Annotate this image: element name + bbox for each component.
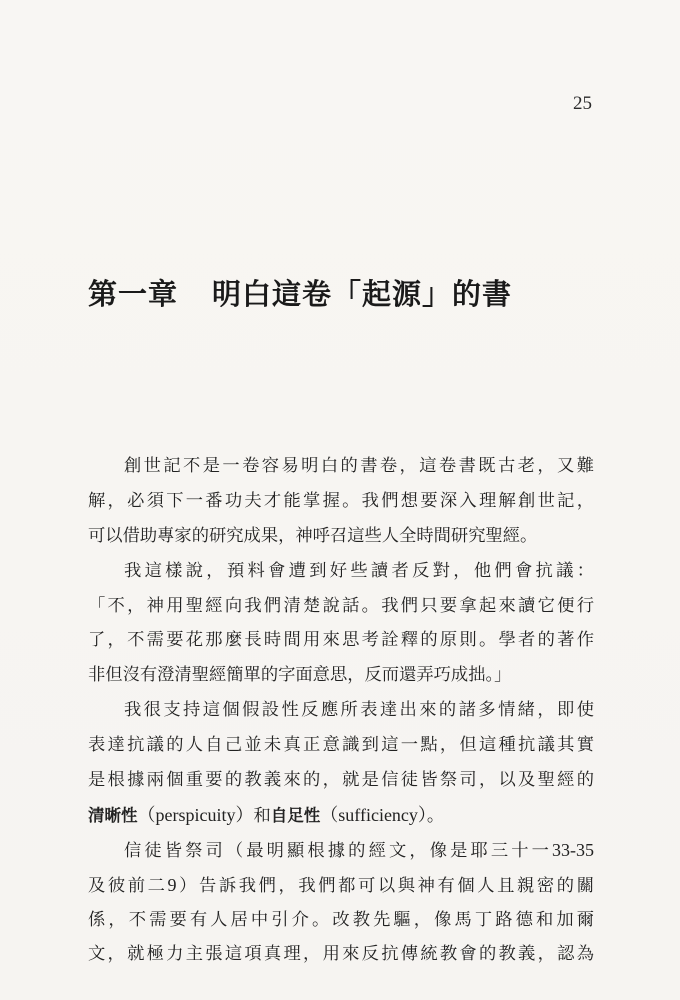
term-perspicuity: 清晰性 — [88, 805, 138, 825]
text-line: 表達抗議的人自己並未真正意識到這一點，但這種抗議其實 — [88, 735, 594, 756]
text-line: 我很支持這個假設性反應所表達出來的諸多情緒，即使 — [124, 700, 594, 721]
scripture-reference: 33-35 — [552, 839, 594, 860]
text-segment: 及彼前二 — [88, 875, 168, 896]
term-sufficiency-latin: （sufficiency） — [320, 804, 427, 825]
text-line: 我這樣說，預料會遭到好些讀者反對，他們會抗議： — [124, 560, 594, 581]
body-text — [88, 449, 594, 972]
term-sufficiency: 自足性 — [270, 805, 321, 825]
text-line: 係，不需要有人居中引介。改教先驅，像馬丁路德和加爾 — [88, 909, 594, 930]
text-line-terms — [88, 798, 594, 833]
scripture-reference: 9 — [167, 874, 177, 895]
chapter-label: 第一章 — [88, 277, 179, 311]
text-segment: 信徒皆祭司（最明顯根據的經文，像是耶三十一 — [124, 840, 552, 861]
text-line: 文，就極力主張這項真理，用來反抗傳統教會的教義，認為 — [88, 944, 594, 965]
text-line: 非但沒有澄清聖經簡單的字面意思，反而還弄巧成拙。」 — [88, 665, 512, 686]
chapter-name: 明白這卷「起源」的書 — [212, 277, 513, 311]
chapter-title — [88, 272, 512, 313]
text-line: 是根據兩個重要的教義來的，就是信徒皆祭司，以及聖經的 — [88, 770, 594, 791]
text-line-ref — [88, 833, 594, 868]
term-connector: 和 — [253, 805, 271, 826]
text-line: 「不，神用聖經向我們清楚說話。我們只要拿起來讀它便行 — [88, 595, 594, 616]
page-number: 25 — [573, 93, 592, 114]
text-line: 解，必須下一番功夫才能掌握。我們想要深入理解創世記， — [88, 490, 594, 511]
text-line: 創世記不是一卷容易明白的書卷，這卷書既古老，又難 — [124, 456, 594, 476]
text-line: 了，不需要花那麼長時間用來思考詮釋的原則。學者的著作 — [88, 630, 594, 651]
text-line: 可以借助專家的研究成果，神呼召這些人全時間研究聖經。 — [88, 525, 538, 546]
text-segment: ）告訴我們，我們都可以與神有個人且親密的關 — [176, 875, 594, 896]
term-end: 。 — [426, 805, 445, 826]
term-perspicuity-latin: （perspicuity） — [137, 804, 254, 825]
text-line-ref — [88, 868, 594, 903]
